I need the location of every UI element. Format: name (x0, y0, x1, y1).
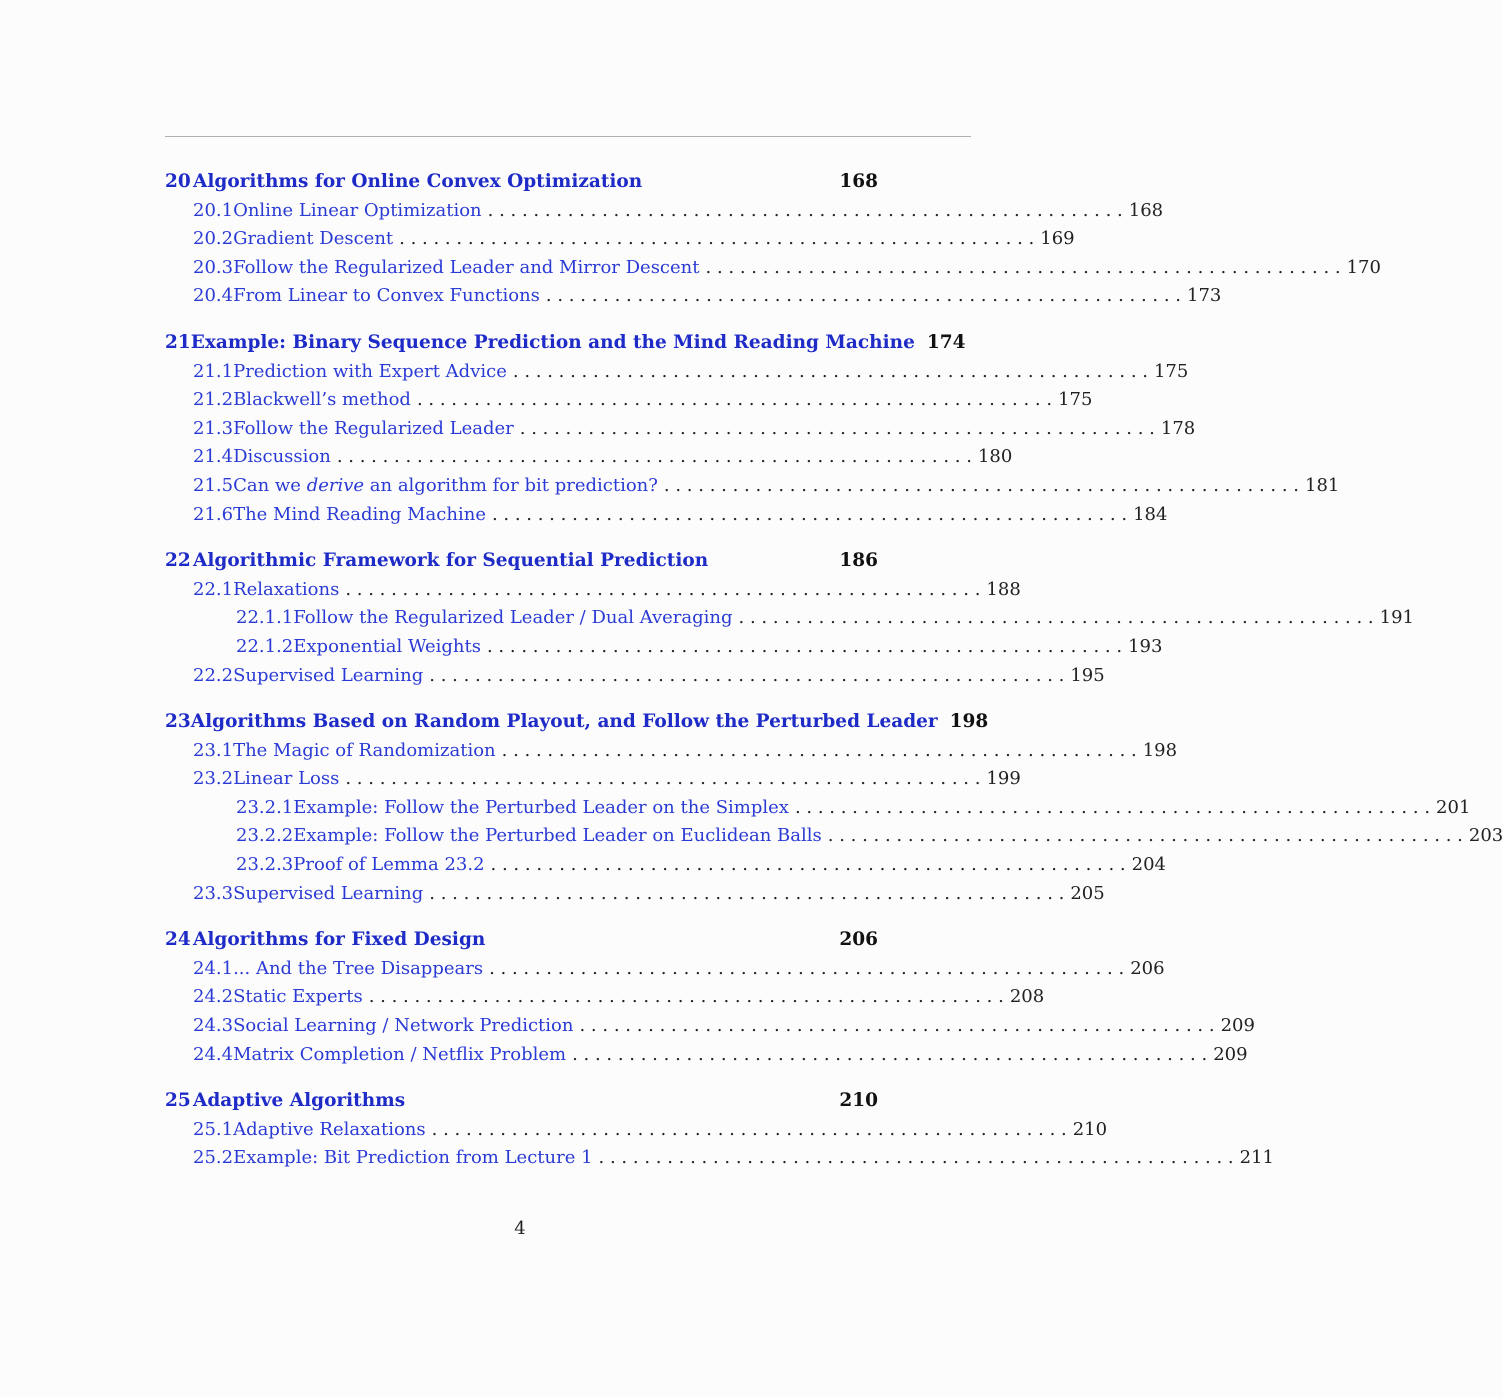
section-number: 23.2 (193, 768, 234, 790)
section-page: 204 (1131, 854, 1167, 876)
section-page: 210 (1072, 1118, 1108, 1140)
section-number: 24.2 (193, 986, 234, 1008)
section-number: 22.1.1 (236, 607, 294, 629)
toc-chapter (165, 708, 1503, 908)
section-title: Gradient Descent (233, 228, 394, 250)
table-of-contents (165, 168, 1503, 1191)
section-title: Adaptive Relaxations (233, 1118, 426, 1140)
section-number: 22.2 (193, 664, 234, 686)
section-title: Exponential Weights (293, 635, 481, 657)
section-number: 21.5 (193, 474, 234, 496)
section-title: Prediction with Expert Advice (233, 360, 507, 382)
section-page: 175 (1153, 360, 1189, 382)
chapter-number: 21 (165, 331, 191, 353)
leader-dots: . . . . . . . . . . . . . . . . . . . . . . . . . . . . . . . . . . . . . . . . . . . . . . . . . . . . . . . . (431, 1118, 1067, 1140)
section-link[interactable] (165, 197, 1164, 226)
title-part: Can we (233, 474, 307, 496)
section-page: 184 (1133, 503, 1168, 525)
section-title: From Linear to Convex Functions (233, 285, 540, 307)
section-page: 209 (1213, 1043, 1248, 1065)
section-number: 24.4 (193, 1043, 234, 1065)
toc-chapter (165, 329, 1340, 529)
leader-dots: . . . . . . . . . . . . . . . . . . . . . . . . . . . . . . . . . . . . . . . . . . . . . . . . . . . . . . . . (487, 199, 1123, 221)
leader-dots: . . . . . . . . . . . . . . . . . . . . . . . . . . . . . . . . . . . . . . . . . . . . . . . . . . . . . . . . (368, 986, 1004, 1008)
section-title: Static Experts (233, 986, 363, 1008)
chapter-title: Algorithms Based on Random Playout, and Follow the Perturbed Leader (190, 711, 938, 733)
section-title: Proof of Lemma 23.2 (293, 854, 485, 876)
section-link[interactable] (165, 358, 1189, 387)
section-link[interactable] (165, 1012, 1255, 1041)
subsection-link[interactable] (165, 822, 1503, 851)
chapter-page: 174 (926, 331, 966, 353)
section-page: 191 (1379, 607, 1414, 629)
section-number: 24.3 (193, 1015, 234, 1037)
section-link[interactable] (165, 1144, 1275, 1173)
leader-dots: . . . . . . . . . . . . . . . . . . . . . . . . . . . . . . . . . . . . . . . . . . . . . . . . . . . . . . . . (512, 360, 1148, 382)
chapter-number: 25 (165, 1090, 191, 1112)
chapter-number: 22 (165, 550, 191, 572)
section-number: 23.2.1 (236, 796, 294, 818)
leader-dots: . . . . . . . . . . . . . . . . . . . . . . . . . . . . . . . . . . . . . . . . . . . . . . . . . . . . . . . . (663, 474, 1300, 496)
section-number: 21.6 (193, 503, 234, 525)
chapter-number: 20 (165, 171, 191, 192)
section-link[interactable] (165, 662, 1105, 691)
section-page: 211 (1239, 1147, 1275, 1169)
toc-chapter (165, 926, 1255, 1069)
chapter-title: Algorithms for Fixed Design (193, 929, 486, 951)
section-page: 195 (1070, 664, 1105, 686)
section-link[interactable] (165, 386, 1093, 415)
section-number: 22.1 (193, 578, 234, 600)
subsection-link[interactable] (165, 851, 1167, 880)
leader-dots: . . . . . . . . . . . . . . . . . . . . . . . . . . . . . . . . . . . . . . . . . . . . . . . . . . . . . . . . (705, 256, 1341, 278)
chapter-title: Algorithmic Framework for Sequential Prediction (193, 550, 709, 572)
chapter-link[interactable] (165, 329, 966, 358)
section-title: The Magic of Randomization (233, 739, 496, 761)
section-title: Follow the Regularized Leader and Mirror Descent (233, 256, 700, 278)
chapter-link[interactable] (165, 547, 878, 576)
leader-dots: . . . . . . . . . . . . . . . . . . . . . . . . . . . . . . . . . . . . . . . . . . . . . . . . . . . . . . . . (519, 417, 1155, 439)
section-page: 173 (1187, 285, 1222, 307)
section-link[interactable] (165, 1041, 1248, 1070)
chapter-number: 23 (165, 711, 191, 733)
chapter-link[interactable] (165, 1087, 878, 1116)
section-page: 198 (1142, 739, 1178, 761)
section-number: 21.1 (193, 360, 234, 382)
chapter-title: Adaptive Algorithms (193, 1090, 406, 1112)
section-number: 21.3 (193, 417, 234, 439)
section-number: 24.1 (193, 957, 234, 979)
section-number: 21.2 (193, 389, 234, 411)
section-title: Follow the Regularized Leader (233, 417, 514, 439)
section-title: Linear Loss (233, 768, 340, 790)
leader-dots: . . . . . . . . . . . . . . . . . . . . . . . . . . . . . . . . . . . . . . . . . . . . . . . . . . . . . . . . (491, 503, 1128, 525)
section-page: 169 (1040, 228, 1075, 250)
section-title: Discussion (233, 446, 331, 468)
leader-dots: . . . . . . . . . . . . . . . . . . . . . . . . . . . . . . . . . . . . . . . . . . . . . . . . . . . . . . . . (399, 228, 1035, 250)
section-link[interactable] (165, 576, 1021, 605)
section-link[interactable] (165, 765, 1021, 794)
section-title: Blackwell’s method (233, 389, 411, 411)
section-number: 20.4 (193, 285, 234, 307)
section-page: 208 (1009, 986, 1045, 1008)
leader-dots: . . . . . . . . . . . . . . . . . . . . . . . . . . . . . . . . . . . . . . . . . . . . . . . . . . . . . . . . (345, 578, 981, 600)
header-rule (165, 136, 971, 137)
section-number: 23.2.2 (236, 825, 294, 847)
section-page: 178 (1160, 417, 1196, 439)
section-page: 175 (1058, 389, 1093, 411)
title-part: an algorithm for bit prediction? (364, 474, 658, 496)
section-link[interactable] (165, 880, 1105, 909)
toc-chapter (165, 547, 1414, 690)
section-link[interactable] (165, 254, 1381, 283)
leader-dots: . . . . . . . . . . . . . . . . . . . . . . . . . . . . . . . . . . . . . . . . . . . . . . . . . . . . . . . . (794, 796, 1431, 818)
toc-chapter (165, 1087, 1275, 1173)
section-title: Follow the Regularized Leader / Dual Averaging (293, 607, 733, 629)
section-page: 180 (977, 446, 1013, 468)
section-page: 201 (1436, 796, 1471, 818)
section-link[interactable] (165, 737, 1178, 766)
toc-chapter (165, 168, 1381, 311)
section-number: 23.2.3 (236, 854, 294, 876)
section-title: Supervised Learning (233, 664, 424, 686)
section-title: Example: Follow the Perturbed Leader on Euclidean Balls (293, 825, 822, 847)
section-link[interactable] (165, 983, 1045, 1012)
section-page: 181 (1305, 474, 1340, 496)
section-page: 199 (986, 768, 1021, 790)
section-link[interactable] (165, 501, 1168, 530)
section-link[interactable] (165, 443, 1013, 472)
chapter-link[interactable] (165, 168, 878, 197)
section-number: 25.1 (193, 1118, 234, 1140)
title-emphasis: derive (306, 474, 365, 496)
page-number: 4 (514, 1218, 526, 1239)
chapter-page: 186 (839, 550, 878, 572)
section-title: Relaxations (233, 578, 340, 600)
section-page: 205 (1070, 882, 1105, 904)
section-link[interactable] (165, 415, 1196, 444)
section-page: 170 (1346, 256, 1381, 278)
section-title: Example: Follow the Perturbed Leader on the Simplex (293, 796, 789, 818)
leader-dots: . . . . . . . . . . . . . . . . . . . . . . . . . . . . . . . . . . . . . . . . . . . . . . . . . . . . . . . . (489, 957, 1125, 979)
section-link[interactable] (165, 1116, 1108, 1145)
section-title: Social Learning / Network Prediction (233, 1015, 574, 1037)
leader-dots: . . . . . . . . . . . . . . . . . . . . . . . . . . . . . . . . . . . . . . . . . . . . . . . . . . . . . . . . (572, 1043, 1208, 1065)
leader-dots: . . . . . . . . . . . . . . . . . . . . . . . . . . . . . . . . . . . . . . . . . . . . . . . . . . . . . . . . (345, 768, 981, 790)
section-number: 22.1.2 (236, 635, 294, 657)
section-link[interactable] (165, 282, 1222, 311)
chapter-page: 198 (949, 711, 989, 733)
chapter-title: Example: Binary Sequence Prediction and the Mind Reading Machine (190, 331, 915, 353)
section-title: The Mind Reading Machine (233, 503, 486, 525)
section-number: 20.2 (193, 228, 234, 250)
section-title: Example: Bit Prediction from Lecture 1 (233, 1147, 593, 1169)
section-page: 188 (986, 578, 1021, 600)
section-link[interactable] (165, 472, 1340, 501)
leader-dots: . . . . . . . . . . . . . . . . . . . . . . . . . . . . . . . . . . . . . . . . . . . . . . . . . . . . . . . . (598, 1147, 1234, 1169)
subsection-link[interactable] (165, 604, 1414, 633)
section-page: 168 (1128, 199, 1164, 221)
section-page: 209 (1220, 1015, 1255, 1037)
section-number: 23.3 (193, 882, 234, 904)
chapter-page: 206 (839, 929, 878, 951)
section-page: 206 (1130, 957, 1165, 979)
leader-dots: . . . . . . . . . . . . . . . . . . . . . . . . . . . . . . . . . . . . . . . . . . . . . . . . . . . . . . . . (501, 739, 1137, 761)
chapter-link[interactable] (165, 708, 989, 737)
leader-dots: . . . . . . . . . . . . . . . . . . . . . . . . . . . . . . . . . . . . . . . . . . . . . . . . . . . . . . . . (827, 825, 1463, 847)
chapter-page: 210 (839, 1090, 878, 1112)
section-page: 203 (1468, 825, 1503, 847)
leader-dots: . . . . . . . . . . . . . . . . . . . . . . . . . . . . . . . . . . . . . . . . . . . . . . . . . . . . . . . . (545, 285, 1182, 307)
section-title: Matrix Completion / Netflix Problem (233, 1043, 567, 1065)
section-link[interactable] (165, 955, 1165, 984)
section-number: 20.3 (193, 256, 234, 278)
section-title: Supervised Learning (233, 882, 424, 904)
subsection-link[interactable] (165, 633, 1163, 662)
chapter-link[interactable] (165, 926, 878, 955)
section-title: Online Linear Optimization (233, 199, 482, 221)
leader-dots: . . . . . . . . . . . . . . . . . . . . . . . . . . . . . . . . . . . . . . . . . . . . . . . . . . . . . . . . (486, 635, 1123, 657)
leader-dots: . . . . . . . . . . . . . . . . . . . . . . . . . . . . . . . . . . . . . . . . . . . . . . . . . . . . . . . . (336, 446, 972, 468)
leader-dots: . . . . . . . . . . . . . . . . . . . . . . . . . . . . . . . . . . . . . . . . . . . . . . . . . . . . . . . . (490, 854, 1126, 876)
chapter-number: 24 (165, 929, 191, 951)
section-number: 25.2 (193, 1147, 234, 1169)
section-link[interactable] (165, 225, 1075, 254)
section-title (233, 472, 658, 501)
leader-dots: . . . . . . . . . . . . . . . . . . . . . . . . . . . . . . . . . . . . . . . . . . . . . . . . . . . . . . . . (416, 389, 1053, 411)
section-number: 23.1 (193, 739, 234, 761)
leader-dots: . . . . . . . . . . . . . . . . . . . . . . . . . . . . . . . . . . . . . . . . . . . . . . . . . . . . . . . . (579, 1015, 1215, 1037)
chapter-title: Algorithms for Online Convex Optimization (193, 171, 643, 192)
section-number: 20.1 (193, 199, 234, 221)
subsection-link[interactable] (165, 794, 1471, 823)
chapter-page: 168 (839, 171, 878, 192)
section-title: ... And the Tree Disappears (233, 957, 484, 979)
leader-dots: . . . . . . . . . . . . . . . . . . . . . . . . . . . . . . . . . . . . . . . . . . . . . . . . . . . . . . . . (429, 664, 1065, 686)
section-page: 193 (1128, 635, 1163, 657)
leader-dots: . . . . . . . . . . . . . . . . . . . . . . . . . . . . . . . . . . . . . . . . . . . . . . . . . . . . . . . . (738, 607, 1374, 629)
section-number: 21.4 (193, 446, 234, 468)
leader-dots: . . . . . . . . . . . . . . . . . . . . . . . . . . . . . . . . . . . . . . . . . . . . . . . . . . . . . . . . (429, 882, 1065, 904)
